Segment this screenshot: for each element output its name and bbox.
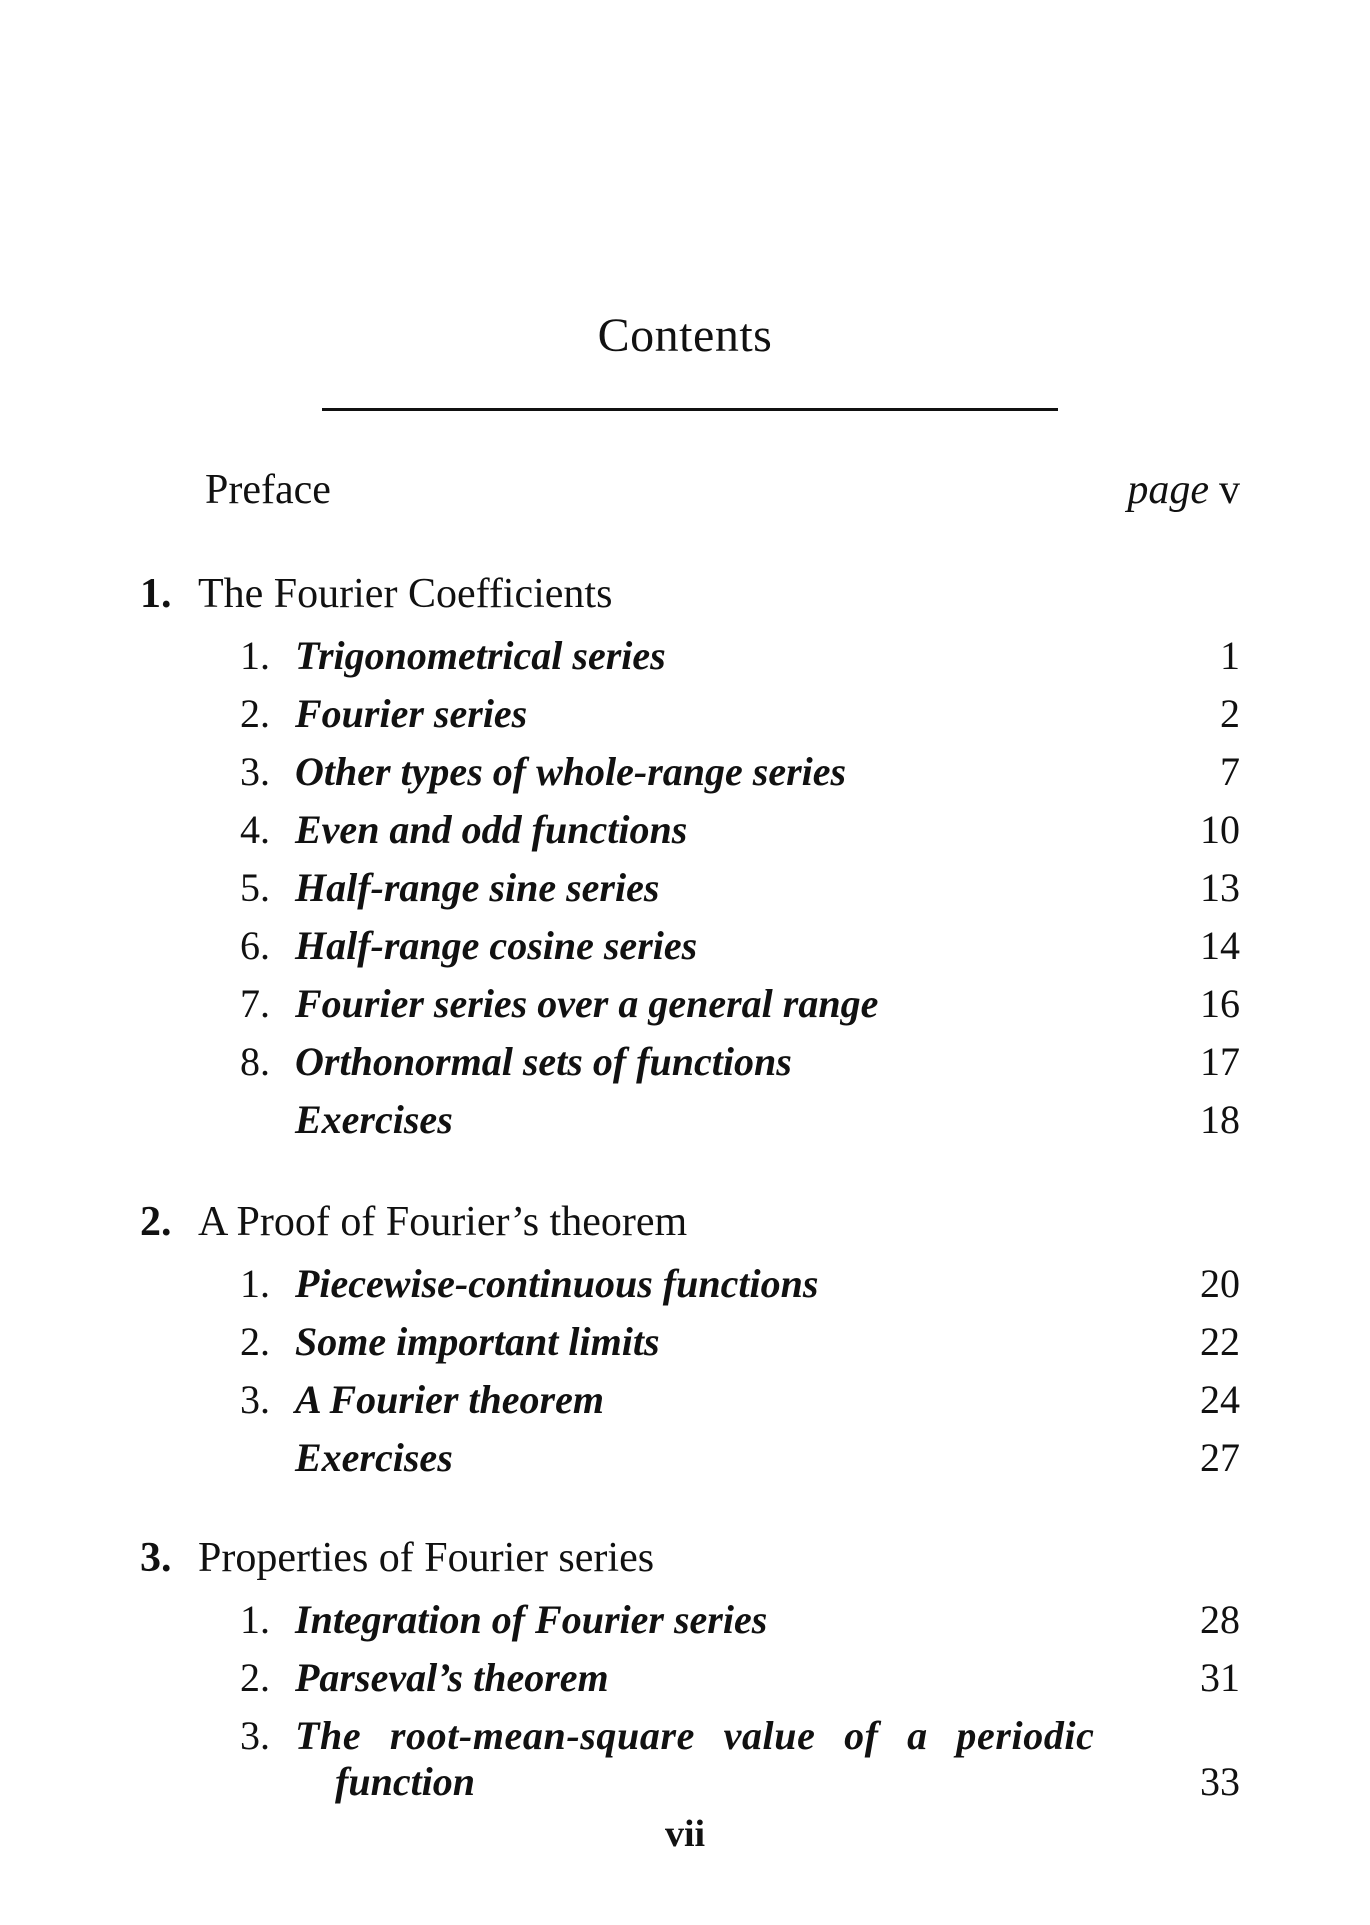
toc-entry-exercises [295, 1434, 453, 1481]
toc-entry [240, 922, 697, 969]
toc-entry [240, 980, 878, 1027]
preface-label: Preface [205, 467, 331, 513]
section-title-continuation: function [335, 1759, 476, 1804]
toc-entry [240, 1654, 609, 1701]
section-title: Exercises [295, 1097, 453, 1142]
toc-entry [240, 1260, 818, 1307]
section-page: 13 [1200, 865, 1240, 910]
section-page: 24 [1200, 1377, 1240, 1422]
section-page: 33 [1200, 1759, 1240, 1804]
section-title: Piecewise-continuous functions [295, 1261, 819, 1306]
section-page: 31 [1200, 1655, 1240, 1700]
toc-entry [240, 690, 527, 737]
section-title: Half-range cosine series [295, 923, 698, 968]
chapter-heading [140, 570, 612, 618]
title-rule [322, 408, 1058, 411]
chapter-title: The Fourier Coefficients [198, 571, 613, 617]
section-title: Parseval’s theorem [295, 1655, 609, 1700]
section-page: 20 [1200, 1261, 1240, 1306]
section-number: 6. [240, 923, 270, 968]
section-page: 17 [1200, 1039, 1240, 1084]
section-page: 22 [1200, 1319, 1240, 1364]
chapter-number: 1. [140, 571, 172, 617]
toc-entry [240, 748, 846, 795]
toc-entry-exercises [295, 1096, 453, 1143]
toc-entry [240, 1318, 660, 1365]
section-title: Trigonometrical series [295, 633, 666, 678]
chapter-number: 3. [140, 1535, 172, 1581]
page-word: page [1127, 467, 1209, 513]
toc-entry [240, 1038, 792, 1085]
toc-entry [240, 1596, 767, 1643]
section-title: Exercises [295, 1435, 453, 1480]
section-title: A Fourier theorem [295, 1377, 604, 1422]
chapter-number: 2. [140, 1199, 172, 1245]
section-number: 3. [240, 1377, 270, 1422]
section-number: 4. [240, 807, 270, 852]
section-page: 1 [1220, 633, 1240, 678]
preface-page-ref [1127, 466, 1240, 514]
section-page: 14 [1200, 923, 1240, 968]
page-folio: vii [664, 1813, 706, 1855]
chapter-heading [140, 1198, 687, 1246]
section-title: Half-range sine series [295, 865, 660, 910]
section-page: 10 [1200, 807, 1240, 852]
section-number: 3. [240, 749, 270, 794]
toc-entry [240, 1376, 604, 1423]
section-title: Orthonormal sets of functions [295, 1039, 792, 1084]
page-title: Contents [597, 309, 773, 362]
toc-entry [240, 1712, 1095, 1759]
section-title: Even and odd functions [295, 807, 688, 852]
section-page: 27 [1200, 1435, 1240, 1480]
section-number: 2. [240, 1319, 270, 1364]
section-number: 2. [240, 1655, 270, 1700]
section-page: 16 [1200, 981, 1240, 1026]
preface-page-number: v [1219, 467, 1240, 513]
toc-entry [240, 806, 687, 853]
toc-entry [240, 632, 666, 679]
section-title: The root-mean-square value of a periodic [295, 1713, 1095, 1758]
section-title: Some important limits [295, 1319, 660, 1364]
section-number: 1. [240, 1597, 270, 1642]
section-title: Other types of whole-range series [295, 749, 847, 794]
section-title: Integration of Fourier series [295, 1597, 768, 1642]
chapter-title: Properties of Fourier series [198, 1535, 655, 1581]
section-number: 3. [240, 1713, 270, 1758]
chapter-title: A Proof of Fourier’s theorem [198, 1199, 688, 1245]
section-title: Fourier series over a general range [295, 981, 879, 1026]
section-number: 1. [240, 1261, 270, 1306]
section-number: 1. [240, 633, 270, 678]
section-number: 7. [240, 981, 270, 1026]
section-page: 7 [1220, 749, 1240, 794]
section-number: 5. [240, 865, 270, 910]
section-page: 2 [1220, 691, 1240, 736]
toc-entry [240, 864, 659, 911]
section-title: Fourier series [295, 691, 528, 736]
section-number: 8. [240, 1039, 270, 1084]
chapter-heading [140, 1534, 654, 1582]
section-number: 2. [240, 691, 270, 736]
section-page: 18 [1200, 1097, 1240, 1142]
section-page: 28 [1200, 1597, 1240, 1642]
